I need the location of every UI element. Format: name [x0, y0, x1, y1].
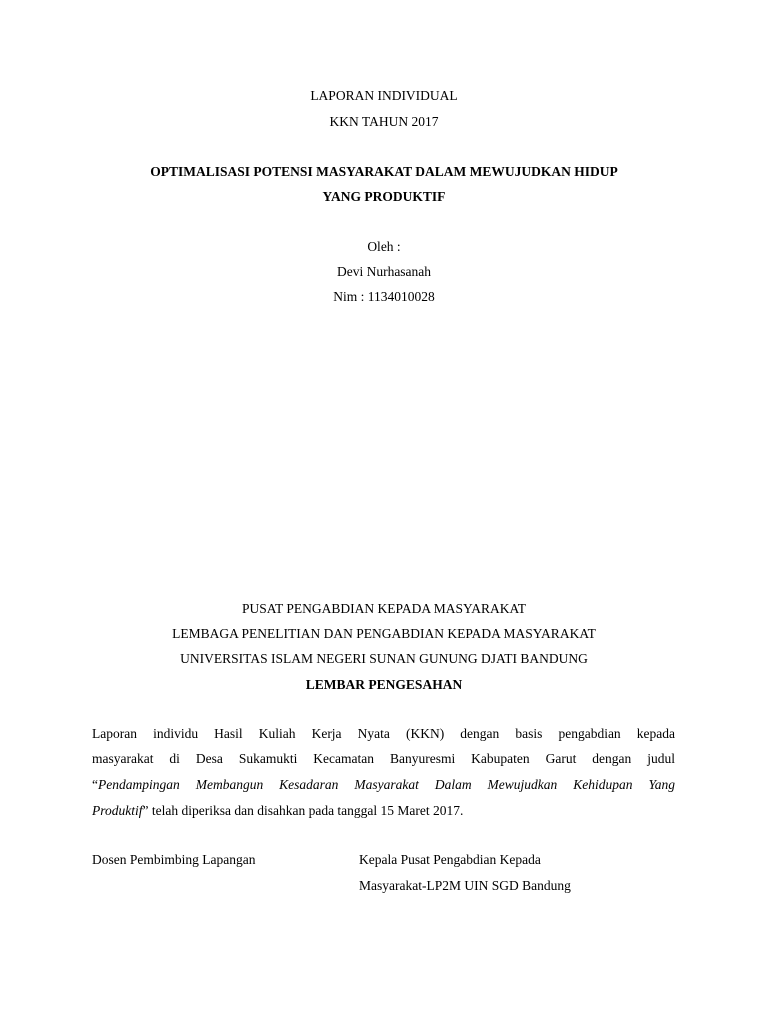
author-name: Devi Nurhasanah: [336, 264, 432, 279]
paragraph-line-3: [92, 777, 675, 793]
paragraph-line-1: Laporan individu Hasil Kuliah Kerja Nyata (KKN) dengan basis pengabdian kepada: [92, 726, 675, 741]
report-title-line1: OPTIMALISASI POTENSI MASYARAKAT DALAM MEWUJUDKAN HIDUP: [150, 164, 618, 179]
right-signatory-title-line1: Kepala Pusat Pengabdian Kepada: [359, 852, 541, 867]
author-nim: Nim : 1134010028: [333, 289, 435, 304]
sheet-title: LEMBAR PENGESAHAN: [305, 677, 463, 692]
left-signatory-title: Dosen Pembimbing Lapangan: [92, 852, 256, 867]
approval-statement: telah diperiksa dan disahkan pada tanggal 15 Maret 2017.: [148, 803, 464, 818]
paragraph-line-2: masyarakat di Desa Sukamukti Kecamatan Banyuresmi Kabupaten Garut dengan judul: [92, 751, 675, 766]
center-name: PUSAT PENGABDIAN KEPADA MASYARAKAT: [242, 601, 526, 616]
institute-name: LEMBAGA PENELITIAN DAN PENGABDIAN KEPADA MASYARAKAT: [172, 626, 596, 641]
report-title-italic: Pendampingan Membangun Kesadaran Masyarakat Dalam Mewujudkan Kehidupan Yang: [98, 777, 675, 792]
approval-paragraph: [92, 726, 675, 826]
report-title-italic-end: Produktif: [92, 803, 143, 818]
paragraph-line-4: [92, 803, 675, 819]
right-signatory-title-line2: Masyarakat-LP2M UIN SGD Bandung: [359, 878, 571, 893]
university-name: UNIVERSITAS ISLAM NEGERI SUNAN GUNUNG DJATI BANDUNG: [180, 651, 588, 666]
by-label: Oleh :: [367, 239, 401, 254]
close-quote: ”: [142, 803, 149, 818]
report-title-line2: YANG PRODUKTIF: [322, 189, 446, 204]
program-year: KKN TAHUN 2017: [329, 114, 439, 129]
report-type: LAPORAN INDIVIDUAL: [310, 88, 458, 103]
open-quote: “: [92, 777, 98, 792]
